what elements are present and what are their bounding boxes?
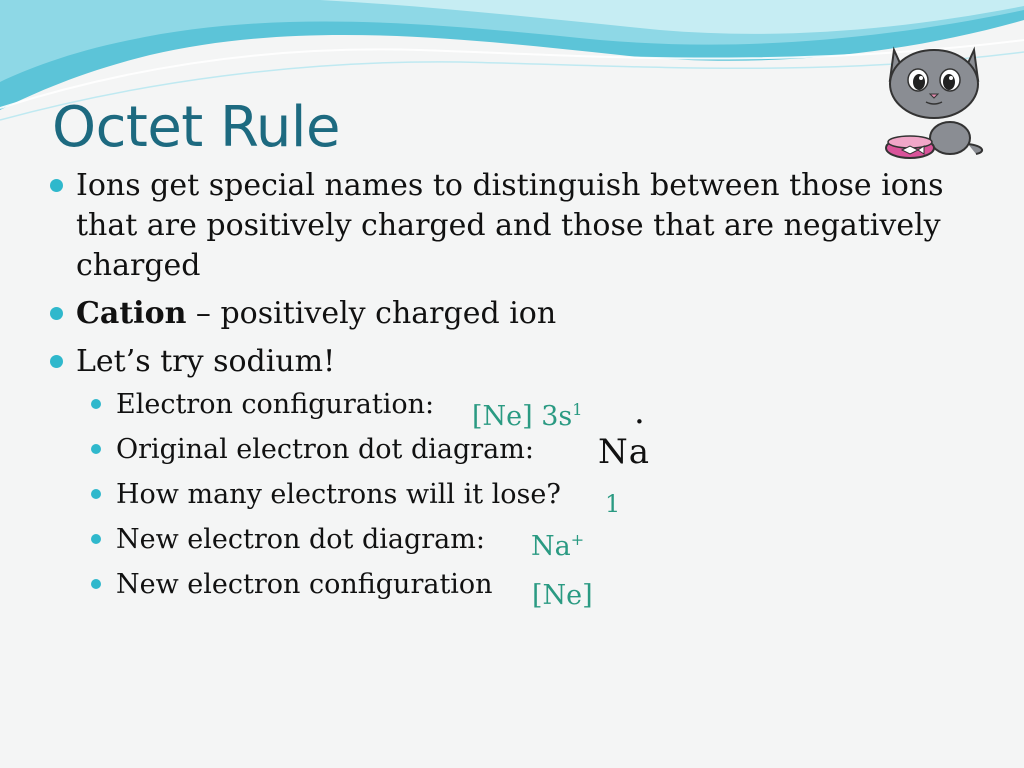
sub-bullet-new-dot-diagram <box>48 517 948 562</box>
sub-bullet-text: Original electron dot diagram: <box>116 434 534 465</box>
sub-bullet-text: How many electrons will it lose? <box>116 479 561 510</box>
bullet-dot-icon <box>91 579 101 589</box>
bullet-dot-icon <box>91 444 101 454</box>
bullet-dot-icon <box>91 399 101 409</box>
bullet-dot-icon <box>50 179 63 192</box>
cation-term: Cation <box>76 296 187 331</box>
slide-title: Octet Rule <box>52 95 340 160</box>
sub-bullet-new-configuration <box>48 562 948 607</box>
bullet-text: Ions get special names to distinguish between those ions that are positively charged and those that are negatively charged <box>76 168 944 283</box>
answer-new-dot-diagram <box>531 530 584 562</box>
sub-bullet-original-dot-diagram <box>48 427 948 472</box>
bullet-cation <box>48 294 948 334</box>
answer-electron-configuration <box>472 400 582 432</box>
answer-new-dot-charge: + <box>570 530 585 549</box>
bullet-ions-names <box>48 166 948 286</box>
dot-diagram-symbol: Na <box>598 432 651 472</box>
bullet-dot-icon <box>91 534 101 544</box>
answer-config-base: [Ne] 3s <box>472 401 573 432</box>
bullet-dot-icon <box>91 489 101 499</box>
bullet-list <box>48 166 948 607</box>
sub-bullet-electrons-lost <box>48 472 948 517</box>
sub-bullet-text: New electron dot diagram: <box>116 524 485 555</box>
answer-electrons-lost: 1 <box>605 490 621 518</box>
dot-diagram-electron-dot: . <box>634 392 645 432</box>
cat-with-food-bowl-icon <box>880 40 990 165</box>
sub-bullet-text: New electron configuration <box>116 569 493 600</box>
bullet-text: Let’s try sodium! <box>76 344 336 379</box>
cation-definition: – positively charged ion <box>186 296 557 331</box>
answer-new-dot-base: Na <box>531 531 571 562</box>
bullet-sodium <box>48 342 948 382</box>
answer-new-configuration: [Ne] <box>532 580 593 611</box>
answer-config-superscript: 1 <box>572 400 583 419</box>
bullet-dot-icon <box>50 307 63 320</box>
sub-bullet-text: Electron configuration: <box>116 389 435 420</box>
bullet-dot-icon <box>50 355 63 368</box>
